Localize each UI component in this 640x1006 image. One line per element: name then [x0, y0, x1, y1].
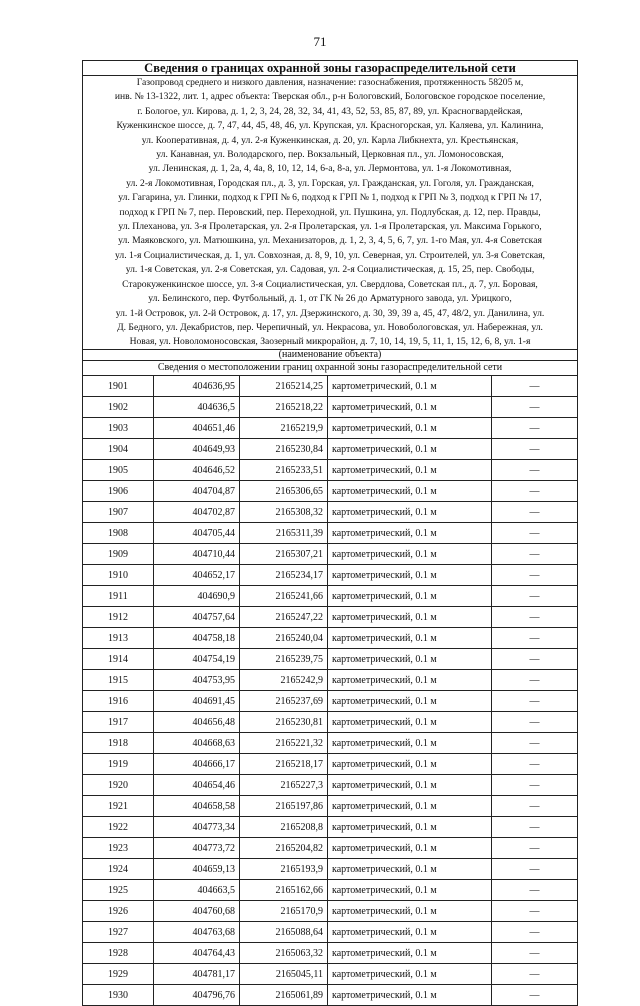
table-row: [83, 565, 578, 586]
x-coordinate-cell: 404656,48: [154, 712, 240, 733]
point-number-cell: 1909: [83, 544, 154, 565]
point-number-cell: 1901: [83, 376, 154, 397]
y-coordinate-cell: 2165214,25: [240, 376, 328, 397]
x-coordinate-cell: 404651,46: [154, 418, 240, 439]
coordinates-table: [82, 375, 578, 1006]
table-row: [83, 649, 578, 670]
point-number-cell: 1905: [83, 460, 154, 481]
method-cell: картометрический, 0.1 м: [328, 922, 492, 943]
section-title: Сведения о границах охранной зоны газораспределительной сети: [82, 60, 578, 75]
description-line: Газопровод среднего и низкого давления, назначение: газоснабжения, протяженность 58205 м,: [136, 77, 524, 88]
y-coordinate-cell: 2165208,8: [240, 817, 328, 838]
description-line: инв. № 13-1322, лит. 1, адрес объекта: Тверская обл., р-н Бологовский, Бологовское городское поселение,: [114, 91, 546, 103]
x-coordinate-cell: 404764,43: [154, 943, 240, 964]
point-number-cell: 1923: [83, 838, 154, 859]
y-coordinate-cell: 2165230,84: [240, 439, 328, 460]
table-row: [83, 670, 578, 691]
description-line: ул. Кооперативная, д. 4, ул. 2-я Куженкинская, д. 20, ул. Карла Либкнехта, ул. Крестьянская,: [141, 134, 519, 146]
page-number: 71: [313, 34, 327, 49]
y-coordinate-cell: 2165218,17: [240, 754, 328, 775]
y-coordinate-cell: 2165221,32: [240, 733, 328, 754]
x-coordinate-cell: 404773,72: [154, 838, 240, 859]
point-number-cell: 1915: [83, 670, 154, 691]
point-description-cell: —: [492, 880, 578, 901]
point-description-cell: —: [492, 796, 578, 817]
x-coordinate-cell: 404754,19: [154, 649, 240, 670]
y-coordinate-cell: 2165237,69: [240, 691, 328, 712]
x-coordinate-cell: 404763,68: [154, 922, 240, 943]
y-coordinate-cell: 2165233,51: [240, 460, 328, 481]
x-coordinate-cell: 404760,68: [154, 901, 240, 922]
x-coordinate-cell: 404636,5: [154, 397, 240, 418]
point-number-cell: 1904: [83, 439, 154, 460]
x-coordinate-cell: 404654,46: [154, 775, 240, 796]
method-cell: картометрический, 0.1 м: [328, 376, 492, 397]
point-description-cell: —: [492, 418, 578, 439]
point-number-cell: 1918: [83, 733, 154, 754]
y-coordinate-cell: 2165218,22: [240, 397, 328, 418]
table-row: [83, 817, 578, 838]
method-cell: картометрический, 0.1 м: [328, 460, 492, 481]
point-number-cell: 1929: [83, 964, 154, 985]
table-row: [83, 922, 578, 943]
y-coordinate-cell: 2165204,82: [240, 838, 328, 859]
point-number-cell: 1925: [83, 880, 154, 901]
y-coordinate-cell: 2165170,9: [240, 901, 328, 922]
x-coordinate-cell: 404757,64: [154, 607, 240, 628]
y-coordinate-cell: 2165311,39: [240, 523, 328, 544]
x-coordinate-cell: 404705,44: [154, 523, 240, 544]
table-row: [83, 607, 578, 628]
point-number-cell: 1921: [83, 796, 154, 817]
table-row: [83, 418, 578, 439]
x-coordinate-cell: 404663,5: [154, 880, 240, 901]
method-cell: картометрический, 0.1 м: [328, 565, 492, 586]
y-coordinate-cell: 2165234,17: [240, 565, 328, 586]
point-description-cell: —: [492, 460, 578, 481]
y-coordinate-cell: 2165242,9: [240, 670, 328, 691]
method-cell: картометрический, 0.1 м: [328, 649, 492, 670]
table-row: [83, 376, 578, 397]
method-cell: картометрический, 0.1 м: [328, 439, 492, 460]
description-line: ул. Белинского, пер. Футбольный, д. 1, от ГК № 26 до Арматурного завода, ул. Урицкого,: [148, 293, 512, 305]
y-coordinate-cell: 2165247,22: [240, 607, 328, 628]
point-number-cell: 1928: [83, 943, 154, 964]
method-cell: картометрический, 0.1 м: [328, 691, 492, 712]
x-coordinate-cell: 404659,13: [154, 859, 240, 880]
table-row: [83, 460, 578, 481]
point-description-cell: —: [492, 964, 578, 985]
point-description-cell: —: [492, 775, 578, 796]
table-row: [83, 796, 578, 817]
description-line: ул. Гагарина, ул. Глинки, подход к ГРП № 6, подход к ГРП № 1, подход к ГРП № 3, подход к ГРП № 17,: [118, 192, 542, 204]
point-description-cell: —: [492, 376, 578, 397]
point-description-cell: —: [492, 712, 578, 733]
point-number-cell: 1926: [83, 901, 154, 922]
description-line: Куженкинское шоссе, д. 7, 47, 44, 45, 48, 46, ул. Крупская, ул. Красногорская, ул. Каляева, ул. Калинина,: [116, 120, 544, 132]
description-line: подход к ГРП № 7, пер. Перовский, пер. Переходной, ул. Пушкина, ул. Подлубская, д. 12, пер. Правды,: [119, 206, 541, 218]
object-name-caption: (наименование объекта): [82, 349, 578, 360]
y-coordinate-cell: 2165193,9: [240, 859, 328, 880]
description-line: ул. Канавная, ул. Володарского, пер. Вокзальный, Церковная пл., ул. Ломоносовская,: [156, 149, 504, 161]
x-coordinate-cell: 404691,45: [154, 691, 240, 712]
point-description-cell: —: [492, 607, 578, 628]
y-coordinate-cell: 2165306,65: [240, 481, 328, 502]
point-number-cell: 1919: [83, 754, 154, 775]
description-line: ул. 1-й Островок, ул. 2-й Островок, д. 17, ул. Дзержинского, д. 30, 39, 39 а, 45, 47, 48/2, ул. Данилина, ул.: [115, 307, 545, 319]
y-coordinate-cell: 2165239,75: [240, 649, 328, 670]
point-description-cell: —: [492, 859, 578, 880]
method-cell: картометрический, 0.1 м: [328, 670, 492, 691]
description-line: г. Бологое, ул. Кирова, д. 1, 2, 3, 24, 28, 32, 34, 41, 43, 52, 53, 85, 87, 89, ул. Красногвардейская,: [137, 105, 523, 117]
point-number-cell: 1912: [83, 607, 154, 628]
x-coordinate-cell: 404690,9: [154, 586, 240, 607]
point-number-cell: 1917: [83, 712, 154, 733]
y-coordinate-cell: 2165230,81: [240, 712, 328, 733]
description-line: ул. Плеханова, ул. 3-я Пролетарская, ул. 2-я Пролетарская, ул. 1-я Пролетарская, ул. Максима Горького,: [118, 221, 542, 233]
table-row: [83, 901, 578, 922]
point-number-cell: 1920: [83, 775, 154, 796]
description-line: ул. Ленинская, д. 1, 2а, 4, 4а, 8, 10, 12, 14, 6-а, 8-а, ул. Лермонтова, ул. 1-я Локомотивная,: [148, 163, 512, 175]
x-coordinate-cell: 404636,95: [154, 376, 240, 397]
point-number-cell: 1914: [83, 649, 154, 670]
x-coordinate-cell: 404704,87: [154, 481, 240, 502]
point-description-cell: —: [492, 439, 578, 460]
x-coordinate-cell: 404796,76: [154, 985, 240, 1006]
point-description-cell: —: [492, 502, 578, 523]
table-row: [83, 880, 578, 901]
table-row: [83, 523, 578, 544]
description-line: Новая, ул. Новоломоносовская, Заозерный микрорайон, д. 7, 10, 14, 19, 5, 11, 1, 15, 12, 6, 8, ул. 1-я: [129, 336, 531, 348]
point-description-cell: —: [492, 565, 578, 586]
table-row: [83, 838, 578, 859]
method-cell: картометрический, 0.1 м: [328, 418, 492, 439]
table-row: [83, 964, 578, 985]
method-cell: картометрический, 0.1 м: [328, 481, 492, 502]
method-cell: картометрический, 0.1 м: [328, 544, 492, 565]
point-number-cell: 1922: [83, 817, 154, 838]
point-number-cell: 1927: [83, 922, 154, 943]
point-description-cell: —: [492, 817, 578, 838]
table-row: [83, 397, 578, 418]
point-description-cell: —: [492, 544, 578, 565]
point-description-cell: —: [492, 733, 578, 754]
point-description-cell: —: [492, 523, 578, 544]
y-coordinate-cell: 2165063,32: [240, 943, 328, 964]
method-cell: картометрический, 0.1 м: [328, 901, 492, 922]
point-description-cell: —: [492, 838, 578, 859]
table-row: [83, 544, 578, 565]
x-coordinate-cell: 404649,93: [154, 439, 240, 460]
method-cell: картометрический, 0.1 м: [328, 943, 492, 964]
point-number-cell: 1910: [83, 565, 154, 586]
x-coordinate-cell: 404668,63: [154, 733, 240, 754]
description-line: Старокуженкинское шоссе, ул. 3-я Социалистическая, ул. Свердлова, Советская пл., д. 7, ул. Боровая,: [122, 278, 538, 290]
y-coordinate-cell: 2165061,89: [240, 985, 328, 1006]
description-line: ул. 2-я Локомотивная, Городская пл., д. 3, ул. Горская, ул. Гражданская, ул. Гоголя, ул. Гражданская,: [126, 177, 534, 189]
point-number-cell: 1906: [83, 481, 154, 502]
description-line: ул. Маяковского, ул. Матюшкина, ул. Механизаторов, д. 1, 2, 3, 4, 5, 6, 7, ул. 1-го Мая, ул. 4-я Советская: [118, 235, 542, 247]
object-description: [82, 75, 578, 349]
method-cell: картометрический, 0.1 м: [328, 523, 492, 544]
y-coordinate-cell: 2165162,66: [240, 880, 328, 901]
point-number-cell: 1930: [83, 985, 154, 1006]
x-coordinate-cell: 404702,87: [154, 502, 240, 523]
point-number-cell: 1916: [83, 691, 154, 712]
table-row: [83, 733, 578, 754]
x-coordinate-cell: 404646,52: [154, 460, 240, 481]
x-coordinate-cell: 404753,95: [154, 670, 240, 691]
x-coordinate-cell: 404781,17: [154, 964, 240, 985]
method-cell: картометрический, 0.1 м: [328, 607, 492, 628]
point-number-cell: 1903: [83, 418, 154, 439]
method-cell: картометрический, 0.1 м: [328, 880, 492, 901]
point-description-cell: —: [492, 397, 578, 418]
point-number-cell: 1924: [83, 859, 154, 880]
point-number-cell: 1908: [83, 523, 154, 544]
method-cell: картометрический, 0.1 м: [328, 712, 492, 733]
table-row: [83, 628, 578, 649]
x-coordinate-cell: 404652,17: [154, 565, 240, 586]
table-row: [83, 712, 578, 733]
y-coordinate-cell: 2165045,11: [240, 964, 328, 985]
method-cell: картометрический, 0.1 м: [328, 754, 492, 775]
description-line: ул. 1-я Социалистическая, д. 1, ул. Совхозная, д. 8, 9, 10, ул. Северная, ул. Строителей, ул. 3-я Советская,: [115, 249, 545, 261]
method-cell: картометрический, 0.1 м: [328, 586, 492, 607]
y-coordinate-cell: 2165240,04: [240, 628, 328, 649]
y-coordinate-cell: 2165227,3: [240, 775, 328, 796]
point-number-cell: 1907: [83, 502, 154, 523]
point-description-cell: —: [492, 985, 578, 1006]
point-number-cell: 1902: [83, 397, 154, 418]
y-coordinate-cell: 2165308,32: [240, 502, 328, 523]
table-row: [83, 859, 578, 880]
point-description-cell: —: [492, 901, 578, 922]
method-cell: картометрический, 0.1 м: [328, 628, 492, 649]
table-row: [83, 943, 578, 964]
x-coordinate-cell: 404773,34: [154, 817, 240, 838]
method-cell: картометрический, 0.1 м: [328, 775, 492, 796]
method-cell: картометрический, 0.1 м: [328, 502, 492, 523]
table-row: [83, 502, 578, 523]
method-cell: картометрический, 0.1 м: [328, 985, 492, 1006]
x-coordinate-cell: 404710,44: [154, 544, 240, 565]
point-description-cell: —: [492, 691, 578, 712]
point-description-cell: —: [492, 670, 578, 691]
point-number-cell: 1911: [83, 586, 154, 607]
table-row: [83, 775, 578, 796]
y-coordinate-cell: 2165088,64: [240, 922, 328, 943]
description-line: ул. 1-я Советская, ул. 2-я Советская, ул. Садовая, ул. 2-я Социалистическая, д. 15, 25, пер. Свободы,: [125, 264, 535, 276]
point-description-cell: —: [492, 628, 578, 649]
y-coordinate-cell: 2165219,9: [240, 418, 328, 439]
method-cell: картометрический, 0.1 м: [328, 859, 492, 880]
x-coordinate-cell: 404758,18: [154, 628, 240, 649]
table-row: [83, 439, 578, 460]
y-coordinate-cell: 2165241,66: [240, 586, 328, 607]
description-line: Д. Бедного, ул. Декабристов, пер. Черепичный, ул. Некрасова, ул. Новобологовская, ул. Набережная, ул.: [117, 321, 543, 333]
table-row: [83, 985, 578, 1006]
table-row: [83, 754, 578, 775]
point-description-cell: —: [492, 943, 578, 964]
table-row: [83, 691, 578, 712]
x-coordinate-cell: 404666,17: [154, 754, 240, 775]
point-number-cell: 1913: [83, 628, 154, 649]
location-table-header: Сведения о местоположении границ охранной зоны газораспределительной сети: [82, 360, 578, 375]
point-description-cell: —: [492, 754, 578, 775]
document-frame: [82, 60, 578, 1006]
point-description-cell: —: [492, 481, 578, 502]
point-description-cell: —: [492, 922, 578, 943]
y-coordinate-cell: 2165197,86: [240, 796, 328, 817]
method-cell: картометрический, 0.1 м: [328, 817, 492, 838]
x-coordinate-cell: 404658,58: [154, 796, 240, 817]
method-cell: картометрический, 0.1 м: [328, 733, 492, 754]
table-row: [83, 481, 578, 502]
method-cell: картометрический, 0.1 м: [328, 838, 492, 859]
point-description-cell: —: [492, 649, 578, 670]
method-cell: картометрический, 0.1 м: [328, 397, 492, 418]
y-coordinate-cell: 2165307,21: [240, 544, 328, 565]
method-cell: картометрический, 0.1 м: [328, 964, 492, 985]
method-cell: картометрический, 0.1 м: [328, 796, 492, 817]
table-row: [83, 586, 578, 607]
point-description-cell: —: [492, 586, 578, 607]
